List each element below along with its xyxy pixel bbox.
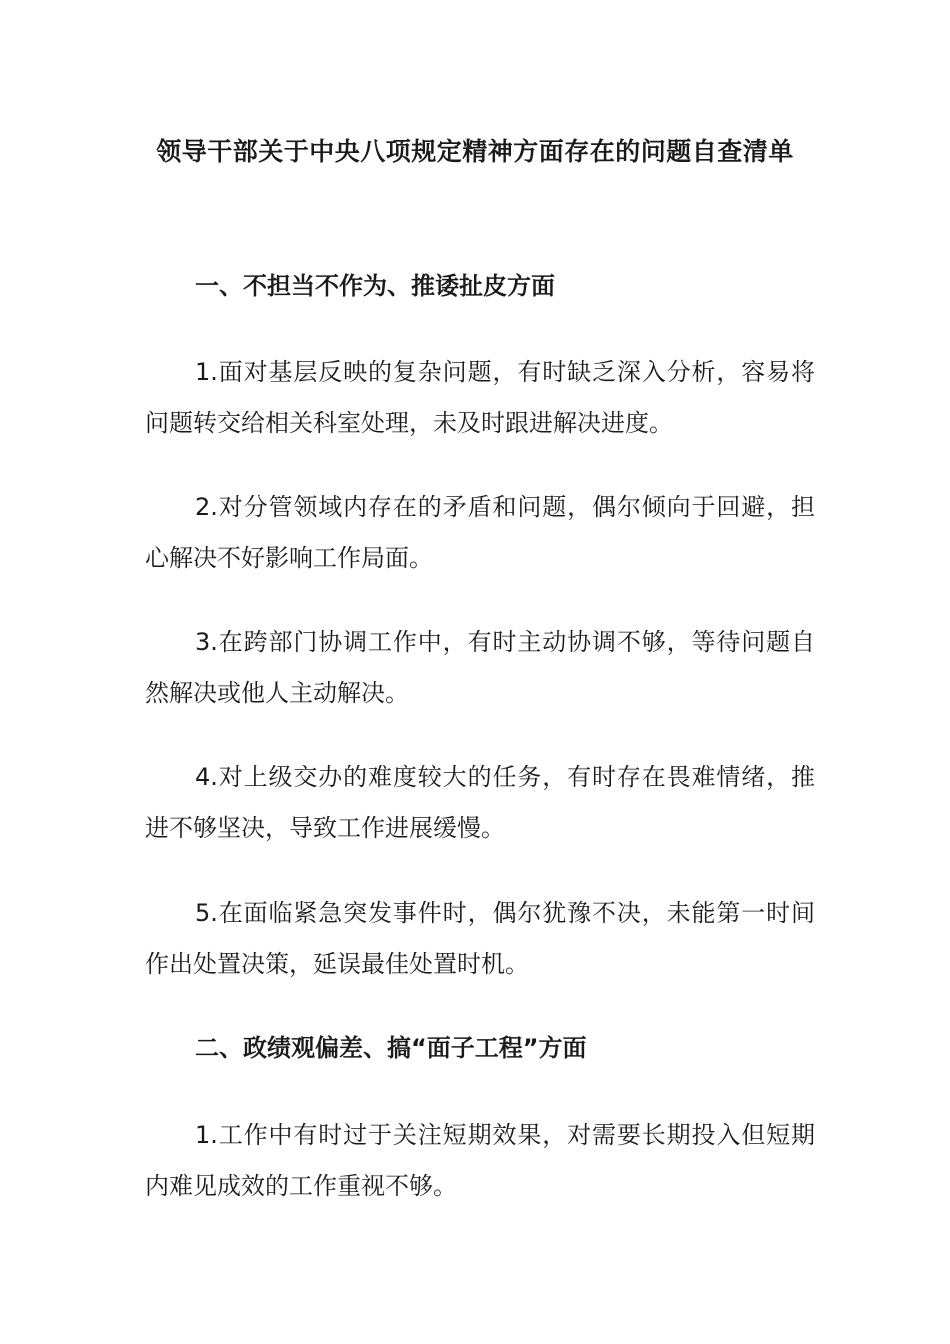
list-item: 3.在跨部门协调工作中，有时主动协调不够，等待问题自然解决或他人主动解决。: [145, 628, 815, 707]
list-item: 4.对上级交办的难度较大的任务，有时存在畏难情绪，推进不够坚决，导致工作进展缓慢。: [145, 763, 815, 842]
list-item: 1.面对基层反映的复杂问题，有时缺乏深入分析，容易将问题转交给相关科室处理，未及时跟进解决进度。: [145, 358, 815, 437]
list-item: 1.工作中有时过于关注短期效果，对需要长期投入但短期内难见成效的工作重视不够。: [145, 1121, 815, 1200]
section-heading: 一、不担当不作为、推诿扯皮方面: [195, 272, 555, 300]
document-title: 领导干部关于中央八项规定精神方面存在的问题自查清单: [156, 137, 794, 166]
list-item: 2.对分管领域内存在的矛盾和问题，偶尔倾向于回避，担心解决不好影响工作局面。: [145, 493, 815, 572]
section-heading: 二、政绩观偏差、搞“面子工程”方面: [195, 1034, 587, 1062]
list-item: 5.在面临紧急突发事件时，偶尔犹豫不决，未能第一时间作出处置决策，延误最佳处置时机。: [145, 899, 815, 978]
